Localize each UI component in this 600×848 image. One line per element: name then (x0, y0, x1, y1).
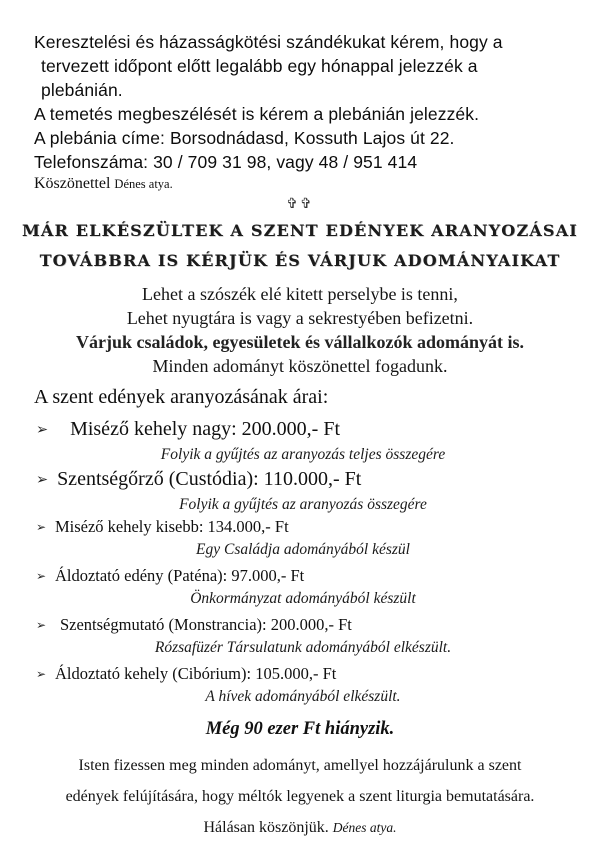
price-item (36, 663, 600, 708)
notice-line: Keresztelési és házasságkötési szándékukat kérem, hogy a (34, 32, 503, 52)
price-item-label: Miséző kehely nagy: 200.000,- Ft (70, 418, 341, 440)
price-item-label: Áldoztató edény (Paténa): 97.000,- Ft (54, 566, 305, 585)
price-item-note: Rózsafüzér Társulatunk adományából elkészült. (154, 639, 452, 656)
notice-line: tervezett időpont előtt legalább egy hónappal jelezzék a (41, 56, 478, 76)
price-list (36, 416, 600, 708)
arrowhead-bullet-icon: ➢ (36, 667, 46, 681)
price-item (36, 516, 600, 561)
footer-line: Isten fizessen meg minden adományt, amellyel hozzájárulunk a szent (78, 757, 522, 774)
footer-thanks-line (12, 812, 588, 843)
notice-line: Telefonszáma: 30 / 709 31 98, vagy 48 / 951 414 (34, 152, 418, 172)
notice-line: plebánián. (41, 80, 123, 100)
notice-line: A plebánia címe: Borsodnádasd, Kossuth Lajos út 22. (34, 128, 455, 148)
body-line: Lehet nyugtára is vagy a sekrestyében befizetni. (126, 308, 474, 328)
body-line: Lehet a szószék elé kitett perselybe is tenni, (142, 284, 458, 304)
notice-closing (0, 174, 600, 194)
price-item-label: Miséző kehely kisebb: 134.000,- Ft (54, 517, 289, 536)
arrowhead-bullet-icon: ➢ (36, 520, 46, 534)
headline-1: MÁR ELKÉSZÜLTEK A SZENT EDÉNYEK ARANYOZÁSAI (21, 221, 578, 240)
price-list-title: A szent edények aranyozásának árai: (34, 386, 329, 408)
parish-notice (0, 30, 600, 174)
price-item (36, 614, 600, 659)
price-item-note: A hívek adományából elkészült. (205, 688, 401, 705)
price-item-note: Folyik a gyűjtés az aranyozás összegére (179, 496, 427, 513)
arrowhead-bullet-icon: ➢ (36, 618, 46, 632)
price-item-note: Folyik a gyűjtés az aranyozás teljes összegére (160, 446, 446, 463)
footer-blessing (0, 750, 600, 843)
remaining-amount: Még 90 ezer Ft hiányzik. (205, 719, 395, 739)
closing-text: Köszönettel (34, 175, 111, 192)
footer-thanks: Hálásan köszönjük. (203, 819, 329, 836)
notice-line: A temetés megbeszélését is kérem a plebánián jelezzék. (34, 104, 480, 124)
price-item-label: Áldoztató kehely (Cibórium): 105.000,- Ft (54, 664, 337, 683)
footer-signature: Dénes atya. (332, 820, 397, 835)
price-item-label: Szentségmutató (Monstrancia): 200.000,- Ft (59, 615, 352, 634)
cross-icon: ✞✞ (286, 197, 314, 212)
closing-signature: Dénes atya. (114, 177, 173, 191)
price-item-note: Egy Családja adományából készül (196, 541, 410, 558)
price-item (36, 565, 600, 610)
price-item-note: Önkormányzat adományából készült (190, 590, 416, 607)
body-line: Várjuk családok, egyesületek és vállalkozók adományát is. (75, 332, 525, 352)
arrowhead-bullet-icon: ➢ (36, 472, 49, 488)
body-line: Minden adományt köszönettel fogadunk. (152, 356, 448, 376)
headline-2: TOVÁBBRA IS KÉRJÜK ÉS VÁRJUK ADOMÁNYAIKAT (39, 251, 561, 270)
price-item-label: Szentségőrző (Custódia): 110.000,- Ft (57, 468, 362, 490)
price-item (36, 416, 600, 466)
price-item (36, 466, 600, 516)
footer-line: edények felújítására, hogy méltók legyenek a szent liturgia bemutatására. (65, 788, 535, 805)
donation-info (0, 282, 600, 378)
arrowhead-bullet-icon: ➢ (36, 569, 46, 583)
arrowhead-bullet-icon: ➢ (36, 422, 49, 438)
